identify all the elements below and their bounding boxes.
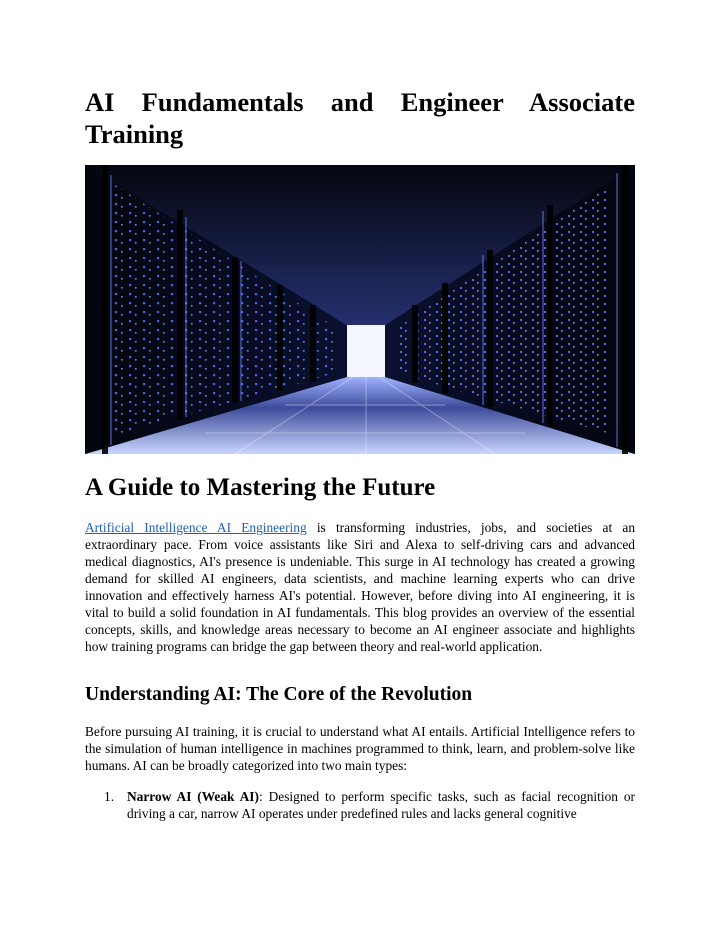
section-paragraph: Before pursuing AI training, it is crucial to understand what AI entails. Artificial Intelligence refers to the simulation of human intelligence in machines programmed to think, learn, and problem-solve like humans. AI can be broadly categorized into two main types: [85,724,635,773]
list-item [85,788,635,822]
ai-types-list [85,788,635,822]
list-term: Narrow AI (Weak AI) [127,789,259,804]
intro-paragraph [85,519,635,655]
list-number: 1. [104,789,115,804]
ai-engineering-link[interactable]: Artificial Intelligence AI Engineering [85,520,307,535]
hero-image [85,165,635,454]
section-heading: Understanding AI: The Core of the Revolution [85,684,473,705]
list-text: : Designed to perform specific tasks, such as facial recognition or driving a car, narrow AI operates under predefined rules and lacks general cognitive [127,789,636,821]
document-title: AI Fundamentals and Engineer Associate Training [85,87,635,149]
guide-heading: A Guide to Mastering the Future [85,474,436,501]
intro-text: is transforming industries, jobs, and societies at an extraordinary pace. From voice assistants like Siri and Alexa to self-driving cars and advanced medical diagnostics, AI's presence is undeniable. This surge in AI technology has created a growing demand for skilled AI engineers, data scientists, and machine learning experts who can drive innovation and effectively harness AI's potential. However, before diving into AI engineering, it is vital to build a solid foundation in AI fundamentals. This blog provides an overview of the essential concepts, skills, and knowledge areas necessary to become an AI engineer associate and highlights how training programs can bridge the gap between theory and real-world application. [85,520,636,654]
